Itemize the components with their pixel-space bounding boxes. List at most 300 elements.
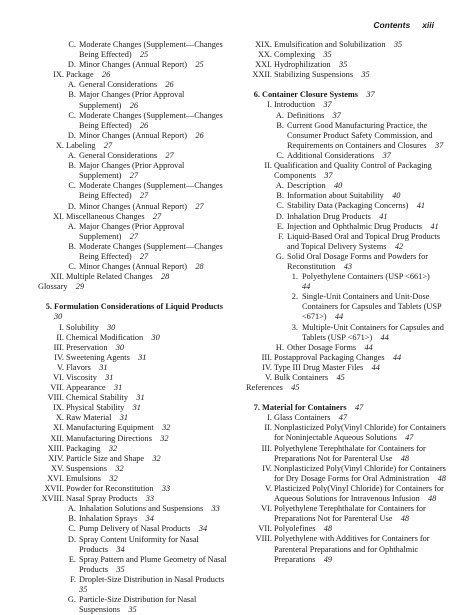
toc-entry-text: [274, 444, 446, 464]
toc-entry-text: [274, 100, 446, 110]
toc-entry-page: 37: [323, 100, 332, 110]
toc-entry-number: X.: [55, 140, 64, 150]
toc-entry-page: 37: [366, 90, 375, 100]
toc-entry-number: 6.: [253, 90, 260, 100]
toc-entry-text: [274, 373, 446, 383]
toc-entry-number: A.: [67, 80, 76, 90]
toc-entry-text: [79, 80, 234, 90]
toc-entry-title: Minor Changes (Annual Report): [79, 130, 188, 140]
toc-entry-title: Chemical Modification: [66, 332, 144, 342]
toc-entry-text: [274, 534, 446, 564]
toc-entry-title: Minor Changes (Annual Report): [79, 262, 188, 272]
toc-entry-title: Miscellaneous Changes: [66, 211, 145, 221]
toc-entry-number: D.: [67, 534, 76, 544]
toc-entry-page: 32: [162, 423, 171, 433]
toc-entry-number: C.: [276, 150, 284, 160]
toc-entry-title: Other Dosage Forms: [287, 342, 357, 352]
toc-entry-text: [79, 151, 234, 161]
toc-entry-page: 29: [75, 282, 85, 292]
toc-entry-title: Additional Considerations: [287, 150, 375, 160]
toc-entry: [246, 151, 446, 161]
toc-entry: [38, 262, 234, 272]
toc-entry-title: Injection and Ophthalmic Drug Products: [287, 221, 423, 231]
toc-entry-text: [79, 202, 234, 212]
toc-entry-text: [274, 161, 446, 181]
toc-entry-title: Solubility: [66, 322, 99, 332]
toc-entry-title: Plasticized Poly(Vinyl Chloride) for Containers for Aqueous Solutions for Intravenous Infusion: [274, 483, 444, 504]
toc-entry-number: XVI.: [47, 473, 64, 483]
toc-entry-text: [66, 484, 234, 494]
toc-entry: [38, 343, 234, 353]
toc-entry: [38, 272, 234, 282]
toc-entry: [38, 60, 234, 70]
toc-entry-page: 31: [136, 393, 145, 403]
toc-entry-text: [66, 323, 234, 333]
toc-entry-text: [79, 504, 234, 514]
toc-entry-number: B.: [68, 241, 76, 251]
toc-entry-number: C.: [276, 201, 284, 211]
toc-entry-text: [274, 70, 446, 80]
toc-entry-title: Definitions: [287, 110, 325, 120]
toc-entry-page: 27: [139, 191, 149, 201]
toc-entry-text: [274, 524, 446, 534]
toc-entry-page: 47: [338, 413, 348, 423]
toc-entry-title: Particle Size and Shape: [66, 453, 145, 463]
toc-entry-number: XVIII.: [41, 494, 64, 504]
toc-entry-number: VII.: [50, 383, 64, 393]
toc-entry-number: VI.: [261, 504, 272, 514]
toc-entry-title: Package: [66, 70, 94, 80]
toc-entry-page: 30: [151, 332, 160, 342]
running-header-title: Contents: [373, 20, 411, 30]
toc-entry-page: 48: [400, 514, 410, 524]
toc-entry-page: 31: [99, 362, 108, 372]
toc-entry-title: Information about Suitability: [287, 191, 384, 201]
toc-entry: [246, 373, 446, 383]
toc-entry-text: [79, 242, 234, 262]
toc-entry-title: Moderate Changes (Supplement—Changes Being Effected): [79, 110, 223, 130]
toc-entry-page: 41: [430, 221, 439, 231]
toc-entry: [246, 201, 446, 211]
toc-entry: [38, 90, 234, 110]
toc-entry-number: 3.: [291, 322, 298, 332]
toc-entry-title: Emulsification and Solubilization: [274, 40, 386, 49]
toc-entry-page: 26: [165, 80, 174, 90]
toc-entry-page: 27: [152, 211, 162, 221]
toc-entry: [246, 323, 446, 343]
toc-entry-text: [274, 353, 446, 363]
toc-entry-title: Glossary: [38, 282, 68, 292]
toc-entry: [38, 131, 234, 141]
toc-entry: [38, 393, 234, 403]
toc-entry-title: Postapproval Packaging Changes: [274, 352, 385, 362]
toc-chapter-entry: [246, 403, 446, 413]
toc-entry-title: Powder for Reconstitution: [66, 484, 154, 494]
toc-column-right: [246, 40, 446, 565]
toc-entry-page: 44: [371, 362, 380, 372]
toc-entry-page: 31: [138, 352, 147, 362]
toc-entry-text: [66, 413, 234, 423]
toc-entry-page: 44: [302, 282, 311, 292]
toc-entry-title: Polyethylene Terephthalate for Containers for Preparations Not for Parenteral Use: [274, 504, 426, 524]
toc-entry-page: 34: [145, 514, 154, 524]
toc-entry: [246, 343, 446, 353]
toc-entry-title: Bulk Containers: [274, 373, 329, 382]
toc-entry-title: Raw Material: [66, 413, 112, 423]
toc-entry-number: XXII.: [252, 70, 272, 80]
toc-entry: [38, 474, 234, 484]
toc-entry-number: XX.: [257, 50, 272, 60]
toc-entry-number: XIII.: [47, 443, 64, 453]
toc-entry-title: Multiple-Unit Containers for Capsules and Tablets (USP <671>): [302, 322, 444, 342]
toc-entry-number: IV.: [54, 352, 64, 362]
toc-entry-number: III.: [261, 443, 272, 453]
toc-entry: [38, 70, 234, 80]
toc-entry-title: Viscosity: [66, 373, 97, 382]
toc-entry-page: 26: [139, 120, 149, 130]
toc-entry: [246, 100, 446, 110]
toc-entry-text: [66, 393, 234, 403]
toc-entry-number: I.: [267, 100, 272, 110]
toc-entry-number: B.: [68, 90, 76, 100]
toc-entry-title: Formulation Considerations of Liquid Products: [54, 302, 224, 312]
toc-entry-text: [79, 131, 234, 141]
toc-entry-page: 27: [129, 171, 138, 181]
toc-entry-title: Polyethylene Containers (USP <661>): [302, 272, 430, 282]
toc-entry-page: 35: [116, 564, 125, 574]
toc-entry-number: C.: [68, 524, 76, 534]
toc-entry-title: Labeling: [66, 140, 96, 150]
toc-entry-number: V.: [265, 483, 272, 493]
toc-entry-text: [66, 70, 234, 80]
toc-entry-title: Minor Changes (Annual Report): [79, 60, 188, 70]
toc-entry-text: [274, 464, 446, 484]
toc-entry: [38, 202, 234, 212]
toc-entry: [38, 575, 234, 595]
toc-entry-number: XIX.: [255, 40, 272, 49]
toc-entry-text: [66, 403, 234, 413]
toc-entry-text: [79, 60, 234, 70]
toc-entry-text: [287, 121, 446, 151]
page-numeral: xiii: [422, 20, 434, 30]
toc-entry-title: Polyethylene with Additives for Containers for Parenteral Preparations and for Ophthalmic Preparations: [274, 534, 430, 564]
toc-entry-page: 32: [109, 473, 118, 483]
toc-entry-text: [79, 40, 234, 60]
toc-entry-title: Description: [287, 181, 326, 191]
toc-entry: [38, 363, 234, 373]
toc-entry-number: G.: [275, 251, 284, 261]
toc-entry-number: III.: [53, 342, 64, 352]
toc-entry-page: 48: [437, 473, 446, 483]
toc-entry-number: A.: [67, 151, 76, 161]
toc-entry-number: II.: [56, 332, 64, 342]
toc-entry-text: [287, 191, 446, 201]
toc-entry-number: I.: [59, 322, 64, 332]
toc-entry-number: XII.: [50, 272, 64, 282]
toc-entry-number: XI.: [53, 211, 64, 221]
toc-entry: [38, 444, 234, 454]
toc-entry: [38, 111, 234, 131]
toc-entry: [38, 484, 234, 494]
toc-entry-text: [66, 383, 234, 393]
toc-entry-text: [66, 454, 234, 464]
toc-entry-number: XIV.: [48, 453, 64, 463]
toc-entry-title: Minor Changes (Annual Report): [79, 201, 188, 211]
toc-entry: [38, 595, 234, 615]
toc-entry-number: A.: [67, 221, 76, 231]
toc-entry-number: IV.: [262, 463, 272, 473]
toc-entry-page: 30: [54, 312, 63, 322]
toc-entry: [38, 494, 234, 504]
toc-entry-page: 27: [103, 140, 113, 150]
toc-entry: [38, 80, 234, 90]
toc-entry-title: Manufacturing Directions: [66, 433, 152, 443]
toc-entry: [38, 40, 234, 60]
toc-entry-page: 33: [211, 504, 220, 514]
toc-entry-text: [66, 141, 234, 151]
toc-entry-text: [274, 60, 446, 70]
toc-entry-text: [66, 343, 234, 353]
toc-entry: [246, 212, 446, 222]
toc-entry-title: Emulsions: [66, 473, 102, 483]
toc-chapter-entry: [246, 90, 446, 100]
toc-entry-page: 35: [323, 50, 332, 60]
toc-entry-number: V.: [265, 373, 272, 382]
toc-entry-page: 44: [364, 342, 373, 352]
toc-entry-text: [262, 90, 446, 100]
toc-entry-number: 1.: [291, 272, 298, 282]
toc-entry-page: 34: [198, 524, 208, 534]
toc-entry-number: D.: [67, 60, 76, 70]
toc-entry-text: [66, 464, 234, 474]
toc-entry-title: Moderate Changes (Supplement—Changes Being Effected): [79, 40, 223, 60]
toc-entry-text: [302, 272, 446, 292]
toc-entry-text: [287, 222, 446, 232]
toc-entry-text: [79, 222, 234, 242]
toc-entry-page: 33: [145, 494, 155, 504]
toc-entry-title: Packaging: [66, 443, 101, 453]
toc-entry-title: Container Closure Systems: [262, 90, 359, 100]
toc-entry: [246, 252, 446, 272]
toc-entry-number: XV.: [51, 463, 64, 473]
toc-entry-page: 35: [338, 60, 348, 70]
toc-entry-page: 43: [343, 261, 352, 271]
toc-entry: [246, 272, 446, 292]
toc-entry-text: [66, 272, 234, 282]
toc-entry-title: General Considerations: [79, 151, 158, 161]
toc-entry-title: Polyethylene Terephthalate for Containers for Preparations Not for Parenteral Use: [274, 443, 426, 463]
toc-column-left: [38, 40, 234, 615]
toc-entry-page: 40: [392, 191, 401, 201]
toc-entry-number: C.: [68, 110, 76, 120]
toc-entry-title: Preservation: [66, 342, 108, 352]
toc-entry-title: Multiple Related Changes: [66, 272, 153, 282]
toc-entry: [38, 383, 234, 393]
toc-entry-title: Nonplasticized Poly(Vinyl Chloride) for Containers for Noninjectable Aqueous Solutions: [274, 423, 446, 443]
toc-entry-page: 45: [291, 383, 300, 393]
toc-entry-page: 32: [160, 433, 169, 443]
toc-entry-number: D.: [67, 130, 76, 140]
toc-entry-number: D.: [67, 201, 76, 211]
toc-entry-page: 25: [139, 50, 149, 60]
toc-entry: [246, 464, 446, 484]
toc-entry-number: C.: [68, 262, 76, 272]
toc-entry-text: [66, 494, 234, 504]
toc-entry-text: [79, 595, 234, 615]
toc-entry-title: Inhalation Drug Products: [287, 211, 371, 221]
toc-entry-text: [66, 363, 234, 373]
toc-entry-page: 37: [324, 171, 333, 181]
toc-entry-text: [66, 353, 234, 363]
toc-entry-text: [79, 262, 234, 272]
toc-entry: [246, 292, 446, 322]
toc-entry: [38, 222, 234, 242]
toc-entry-number: B.: [276, 191, 284, 201]
toc-entry-number: 5.: [45, 302, 52, 312]
toc-entry-title: Droplet-Size Distribution in Nasal Products: [79, 574, 225, 584]
toc-entry: [38, 282, 234, 292]
toc-entry-page: 25: [195, 60, 204, 70]
toc-entry: [38, 434, 234, 444]
toc-entry: [38, 333, 234, 343]
toc-entry-title: General Considerations: [79, 80, 158, 90]
toc-entry: [38, 242, 234, 262]
toc-entry-title: Flavors: [66, 362, 91, 372]
toc-entry: [246, 504, 446, 524]
toc-entry-page: 41: [416, 201, 426, 211]
toc-entry: [246, 50, 446, 60]
toc-entry-text: [287, 181, 446, 191]
toc-entry-title: Type III Drug Master Files: [274, 362, 364, 372]
toc-entry-number: V.: [57, 362, 64, 372]
toc-entry-page: 34: [116, 544, 125, 554]
toc-entry: [38, 353, 234, 363]
toc-entry-title: Material for Containers: [262, 403, 347, 413]
toc-entry-page: 41: [379, 211, 388, 221]
toc-entry-number: B.: [68, 161, 76, 171]
toc-entry: [38, 514, 234, 524]
toc-entry-title: Solid Oral Dosage Forms and Powders for Reconstitution: [287, 251, 429, 271]
toc-entry-text: [274, 50, 446, 60]
toc-entry-title: Nasal Spray Products: [66, 494, 138, 504]
toc-entry-title: Polyolefines: [274, 524, 316, 534]
toc-entry-number: G.: [67, 595, 76, 605]
toc-entry-page: 31: [132, 403, 141, 413]
toc-entry-page: 32: [152, 453, 161, 463]
toc-entry-page: 47: [405, 433, 414, 443]
toc-entry: [246, 534, 446, 564]
toc-entry-number: II.: [264, 423, 272, 433]
toc-entry-text: [79, 535, 234, 555]
toc-entry-page: 44: [392, 352, 402, 362]
toc-entry-title: Major Changes (Prior Approval Supplement): [79, 161, 185, 181]
toc-entry-title: Sweetening Agents: [66, 352, 130, 362]
toc-entry: [246, 524, 446, 534]
toc-entry-title: Inhalation Solutions and Suspensions: [79, 504, 204, 514]
toc-entry-page: 27: [195, 201, 204, 211]
toc-entry-title: Complexing: [274, 50, 316, 60]
toc-entry: [38, 413, 234, 423]
toc-entry-title: Moderate Changes (Supplement—Changes Being Effected): [79, 181, 223, 201]
toc-entry-text: [66, 423, 234, 433]
toc-entry-text: [274, 484, 446, 504]
toc-entry-text: [274, 504, 446, 524]
toc-entry-text: [274, 363, 446, 373]
toc-entry-text: [79, 524, 234, 534]
toc-entry-number: F.: [277, 231, 284, 241]
toc-entry-title: Particle-Size Distribution for Nasal Suspensions: [79, 595, 197, 615]
toc-entry-title: Nonplasticized Poly(Vinyl Chloride) for Containers for Dry Dosage Forms for Oral Administration: [274, 463, 446, 483]
toc-entry-title: Stabilizing Suspensions: [274, 70, 354, 80]
toc-entry-number: E.: [68, 554, 76, 564]
toc-entry-page: 26: [129, 100, 138, 110]
toc-entry-number: XVII.: [44, 484, 64, 494]
toc-entry-title: Pump Delivery of Nasal Products: [79, 524, 191, 534]
toc-entry-title: Qualification and Quality Control of Packaging Components: [274, 161, 432, 181]
toc-entry-page: 42: [394, 241, 404, 251]
toc-entry: [38, 161, 234, 181]
toc-entry-text: [66, 373, 234, 383]
toc-entry: [38, 212, 234, 222]
toc-entry-number: A.: [275, 181, 284, 191]
toc-entry-text: [79, 514, 234, 524]
toc-entry-page: 26: [195, 130, 204, 140]
toc-entry-title: Chemical Stability: [66, 393, 128, 403]
toc-entry-number: E.: [276, 221, 284, 231]
toc-entry-page: 47: [354, 403, 364, 413]
toc-entry-title: Liquid-Based Oral and Topical Drug Products and Topical Delivery Systems: [287, 231, 440, 251]
toc-entry-title: Inhalation Sprays: [79, 514, 138, 524]
toc-entry-number: IX.: [53, 403, 64, 413]
toc-entry-page: 30: [115, 342, 125, 352]
toc-entry-page: 37: [382, 150, 391, 160]
toc-entry-text: [287, 151, 446, 161]
toc-entry-number: A.: [275, 110, 284, 120]
toc-entry-text: [246, 383, 446, 393]
toc-entry-text: [66, 444, 234, 454]
toc-entry-text: [79, 161, 234, 181]
toc-entry-text: [302, 292, 446, 322]
toc-entry-number: B.: [68, 514, 76, 524]
toc-entry-title: Glass Containers: [274, 413, 331, 423]
toc-entry-number: IX.: [53, 70, 64, 80]
toc-entry: [38, 423, 234, 433]
running-header: [373, 20, 434, 30]
toc-entry: [38, 403, 234, 413]
toc-entry-text: [66, 474, 234, 484]
toc-entry-title: Suspensions: [66, 463, 108, 473]
toc-entry-title: Moderate Changes (Supplement—Changes Being Effected): [79, 241, 223, 261]
toc-entry-number: XI.: [53, 423, 64, 433]
toc-entry-text: [274, 40, 446, 50]
toc-entry-page: 37: [434, 140, 444, 150]
toc-entry-page: 45: [336, 373, 345, 382]
toc-entry-title: Hydrophilization: [274, 60, 331, 70]
toc-entry: [246, 484, 446, 504]
toc-entry-page: 30: [107, 322, 116, 332]
toc-entry-text: [287, 201, 446, 211]
toc-entry-text: [66, 212, 234, 222]
toc-entry-text: [38, 282, 234, 292]
toc-entry-page: 27: [165, 151, 174, 161]
toc-entry-number: A.: [67, 504, 76, 514]
toc-entry-number: VI.: [53, 373, 64, 382]
toc-entry-text: [79, 111, 234, 131]
toc-entry-page: 48: [400, 453, 410, 463]
toc-entry: [38, 151, 234, 161]
toc-entry-text: [66, 333, 234, 343]
toc-entry-text: [274, 423, 446, 443]
